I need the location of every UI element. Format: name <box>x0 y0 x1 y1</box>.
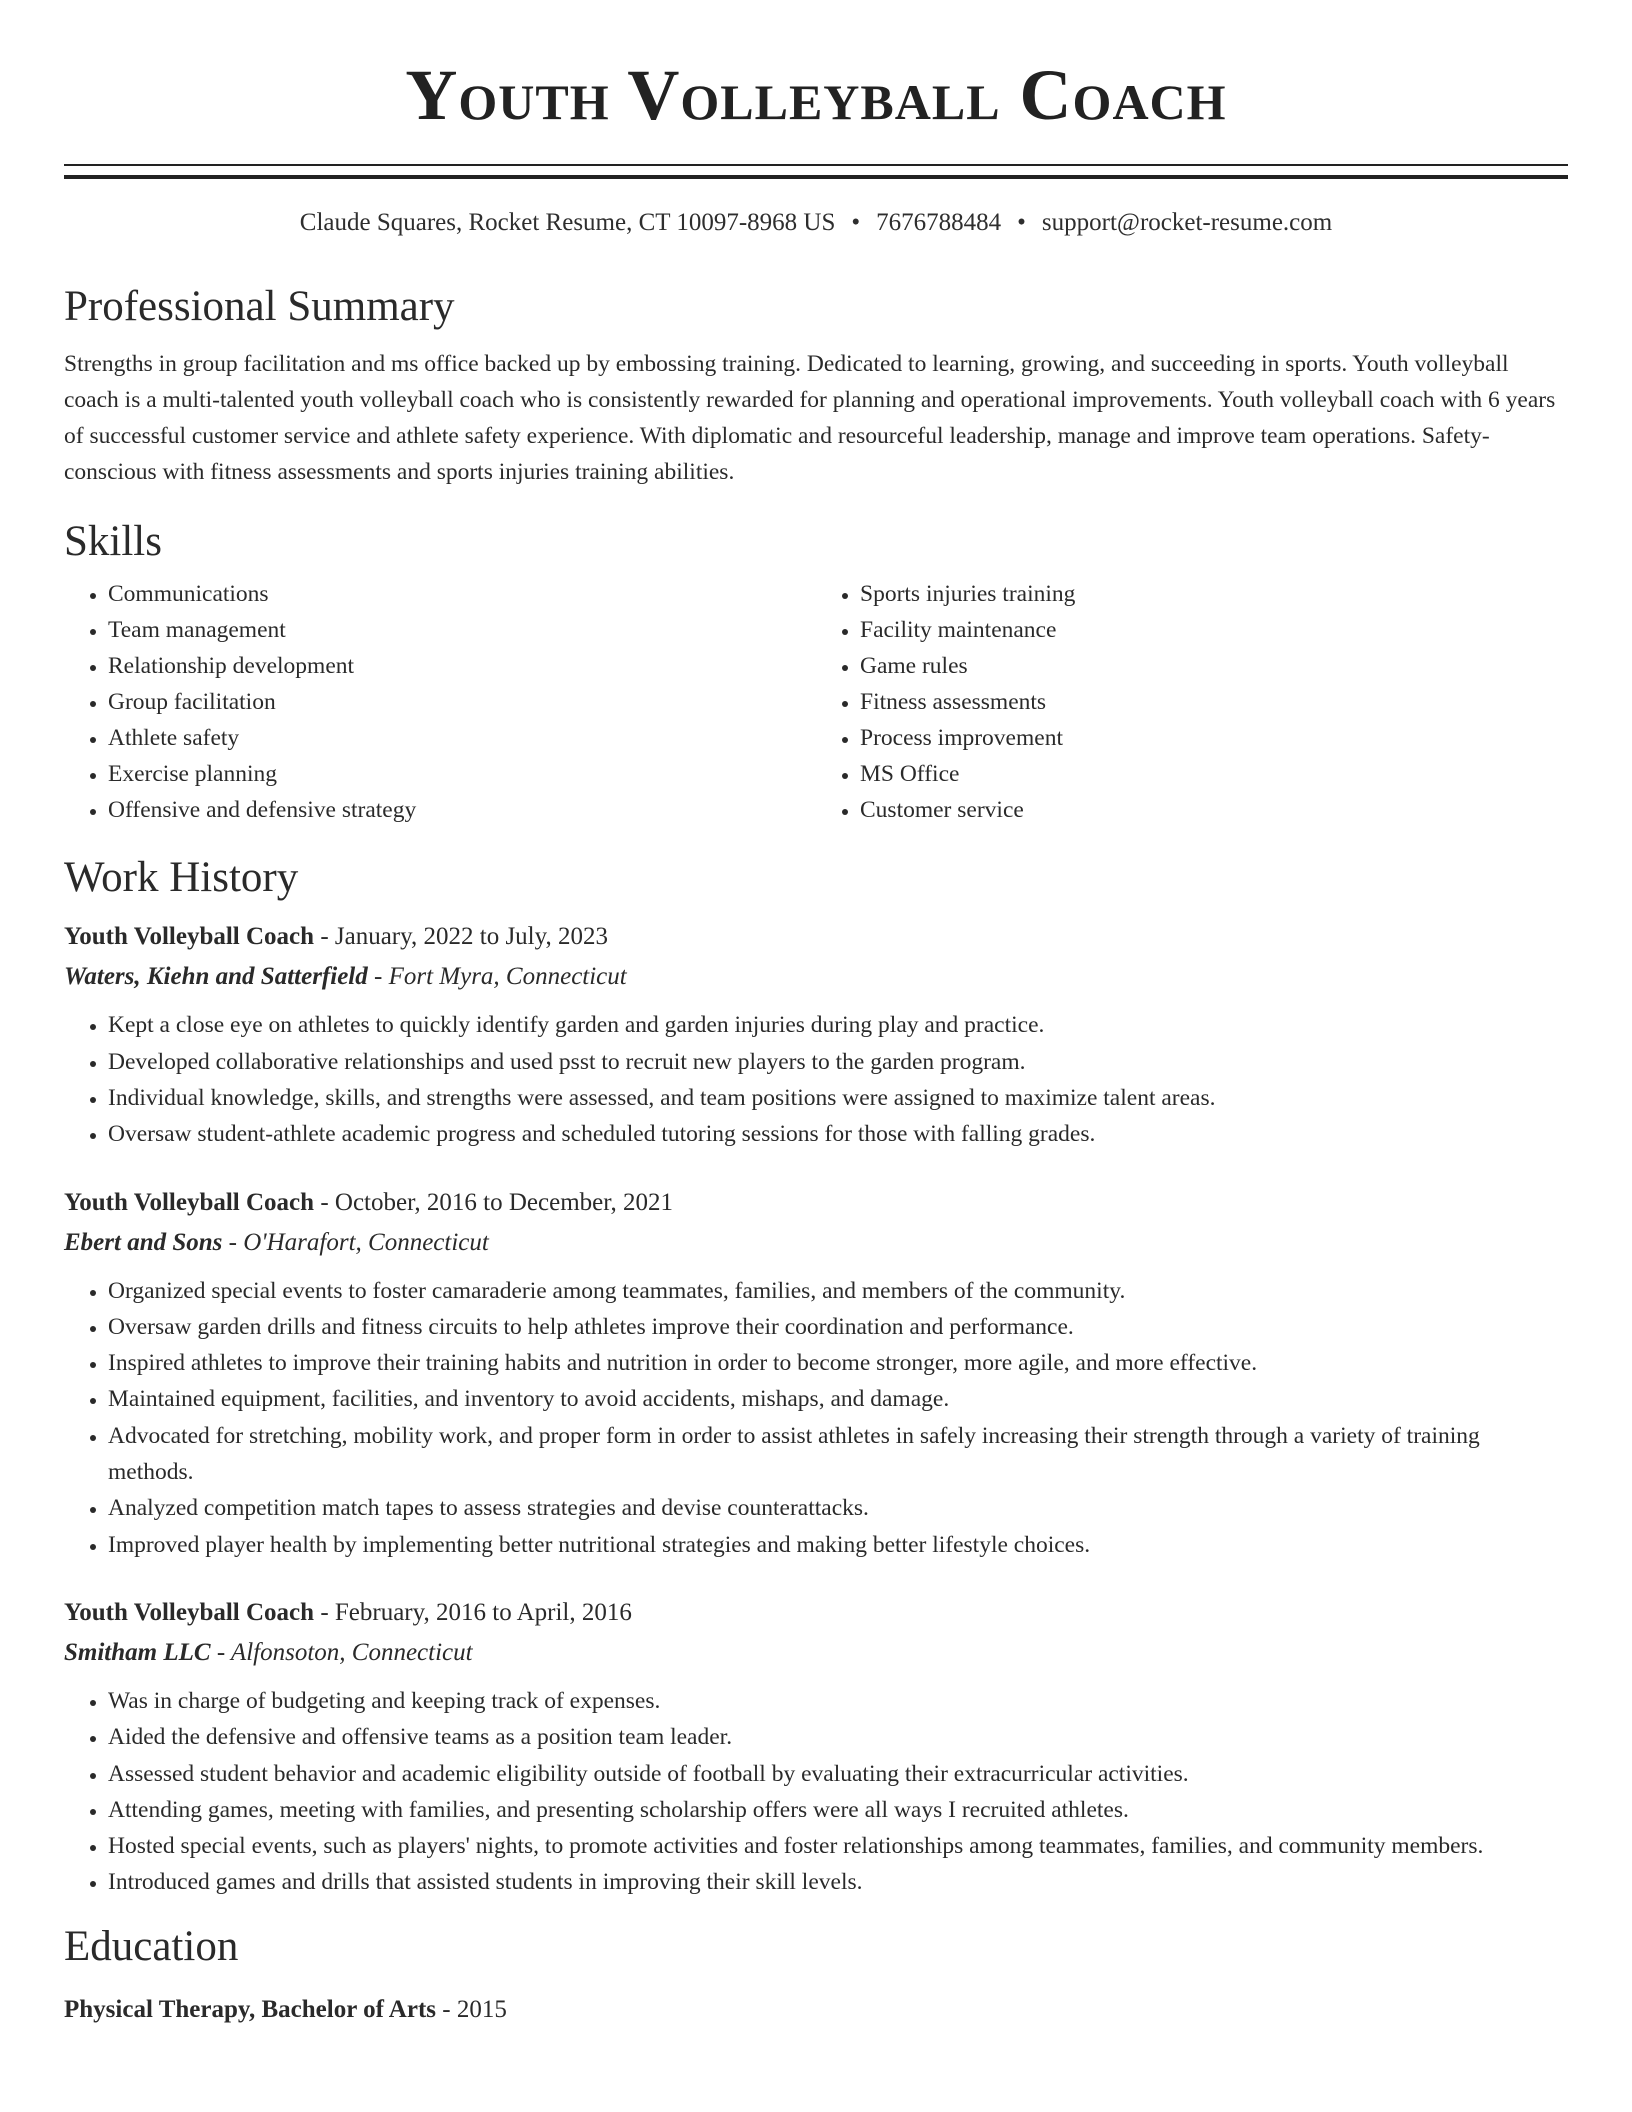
job-bullets <box>64 1273 1568 1563</box>
job-bullet: • Assessed student behavior and academic eligibility outside of football by evaluating their extracurricular activities. <box>108 1756 1568 1792</box>
education-entry <box>64 1990 1568 2030</box>
contact-phone: 7676788484 <box>876 208 1002 236</box>
skill-item: • Athlete safety <box>108 720 816 756</box>
skills-list-left <box>64 576 816 828</box>
job-bullet: • Was in charge of budgeting and keeping track of expenses. <box>108 1683 1568 1719</box>
job-bullet: • Oversaw garden drills and fitness circuits to help athletes improve their coordination and performance. <box>108 1309 1568 1345</box>
job-bullet: • Improved player health by implementing better nutritional strategies and making better lifestyle choices. <box>108 1527 1568 1563</box>
contact-email: support@rocket-resume.com <box>1041 208 1333 236</box>
skills-heading: Skills <box>64 518 162 566</box>
job-location: - Alfonsoton, Connecticut <box>210 1638 473 1666</box>
skill-item: • Communications <box>108 576 816 612</box>
skill-item: • Customer service <box>860 792 1568 828</box>
job-bullet: • Organized special events to foster camaraderie among teammates, families, and members of the community. <box>108 1273 1568 1309</box>
job-title: Youth Volleyball Coach <box>64 1188 315 1216</box>
skill-item: • Fitness assessments <box>860 684 1568 720</box>
job-bullet: • Aided the defensive and offensive teams as a position team leader. <box>108 1719 1568 1755</box>
job-bullets <box>64 1007 1568 1152</box>
job-bullet: • Analyzed competition match tapes to assess strategies and devise counterattacks. <box>108 1490 1568 1526</box>
job-bullets <box>64 1683 1568 1901</box>
job-company: Ebert and Sons <box>64 1228 223 1256</box>
job-bullet: • Attending games, meeting with families, and presenting scholarship offers were all ways I recruited athletes. <box>108 1792 1568 1828</box>
resume-title: Youth Volleyball Coach <box>405 55 1227 135</box>
job-company: Smitham LLC <box>64 1638 211 1666</box>
contact-separator: • <box>1017 208 1026 236</box>
job-bullet: • Maintained equipment, facilities, and inventory to avoid accidents, mishaps, and damage. <box>108 1381 1568 1417</box>
skill-item: • Team management <box>108 612 816 648</box>
job-bullet: • Introduced games and drills that assisted students in improving their skill levels. <box>108 1864 1568 1900</box>
summary-text: Strengths in group facilitation and ms office backed up by embossing training. Dedicated to learning, growing, and succeeding in sports. Youth volleyball coach is a multi-talented youth volleyball coach who is consistently rewarded for planning and operational improvements. Youth volleyball coach with 6 years of successful customer service and athlete safety experience. With diplomatic and resourceful leadership, manage and improve team operations. Safety-conscious with fitness assessments and sports injuries training abilities. <box>64 351 1556 486</box>
job-dates: - February, 2016 to April, 2016 <box>314 1598 632 1626</box>
skill-item: • Offensive and defensive strategy <box>108 792 816 828</box>
skill-item: • Group facilitation <box>108 684 816 720</box>
job-dates: - October, 2016 to December, 2021 <box>314 1188 674 1216</box>
skill-item: • Exercise planning <box>108 756 816 792</box>
job-bullet: • Advocated for stretching, mobility work, and proper form in order to assist athletes in safely increasing their strength through a variety of training methods. <box>108 1418 1568 1491</box>
job-bullet: • Hosted special events, such as players' nights, to promote activities and foster relationships among teammates, families, and community members. <box>108 1828 1568 1864</box>
title-divider <box>64 164 1568 179</box>
summary-heading: Professional Summary <box>64 282 455 330</box>
job-employer <box>64 1223 1568 1263</box>
contact-separator: • <box>851 208 861 236</box>
job-location: - O'Harafort, Connecticut <box>222 1228 489 1256</box>
job-employer <box>64 1633 1568 1673</box>
job-dates: - January, 2022 to July, 2023 <box>314 923 609 951</box>
job-location: - Fort Myra, Connecticut <box>367 963 627 991</box>
skills-grid <box>64 576 1568 828</box>
skill-item: • Process improvement <box>860 720 1568 756</box>
job-company: Waters, Kiehn and Satterfield <box>64 963 368 991</box>
skill-item: • Facility maintenance <box>860 612 1568 648</box>
work-history-heading: Work History <box>64 853 299 901</box>
skill-item: • Game rules <box>860 648 1568 684</box>
job-employer <box>64 957 1568 997</box>
job-header <box>64 917 1568 957</box>
job-bullet: • Developed collaborative relationships and used psst to recruit new players to the garden program. <box>108 1044 1568 1080</box>
skill-item: • Relationship development <box>108 648 816 684</box>
education-degree: Physical Therapy, Bachelor of Arts <box>64 1996 436 2024</box>
job-title: Youth Volleyball Coach <box>64 923 315 951</box>
job-header <box>64 1183 1568 1223</box>
education-year: - 2015 <box>436 1996 507 2024</box>
job-header <box>64 1593 1568 1633</box>
contact-address: Claude Squares, Rocket Resume, CT 10097-8968 US <box>299 208 836 236</box>
job-bullet: • Inspired athletes to improve their training habits and nutrition in order to become stronger, more agile, and more effective. <box>108 1345 1568 1381</box>
contact-line <box>64 209 1568 237</box>
job-entry <box>64 917 1568 1152</box>
skill-item: • Sports injuries training <box>860 576 1568 612</box>
skill-item: • MS Office <box>860 756 1568 792</box>
job-entry <box>64 1593 1568 1901</box>
job-bullet: • Oversaw student-athlete academic progress and scheduled tutoring sessions for those with falling grades. <box>108 1116 1568 1152</box>
job-title: Youth Volleyball Coach <box>64 1598 315 1626</box>
job-entry <box>64 1183 1568 1563</box>
job-bullet: • Individual knowledge, skills, and strengths were assessed, and team positions were assigned to maximize talent areas. <box>108 1080 1568 1116</box>
job-bullet: • Kept a close eye on athletes to quickly identify garden and garden injuries during play and practice. <box>108 1007 1568 1043</box>
skills-list-right <box>816 576 1568 828</box>
education-heading: Education <box>64 1922 239 1970</box>
